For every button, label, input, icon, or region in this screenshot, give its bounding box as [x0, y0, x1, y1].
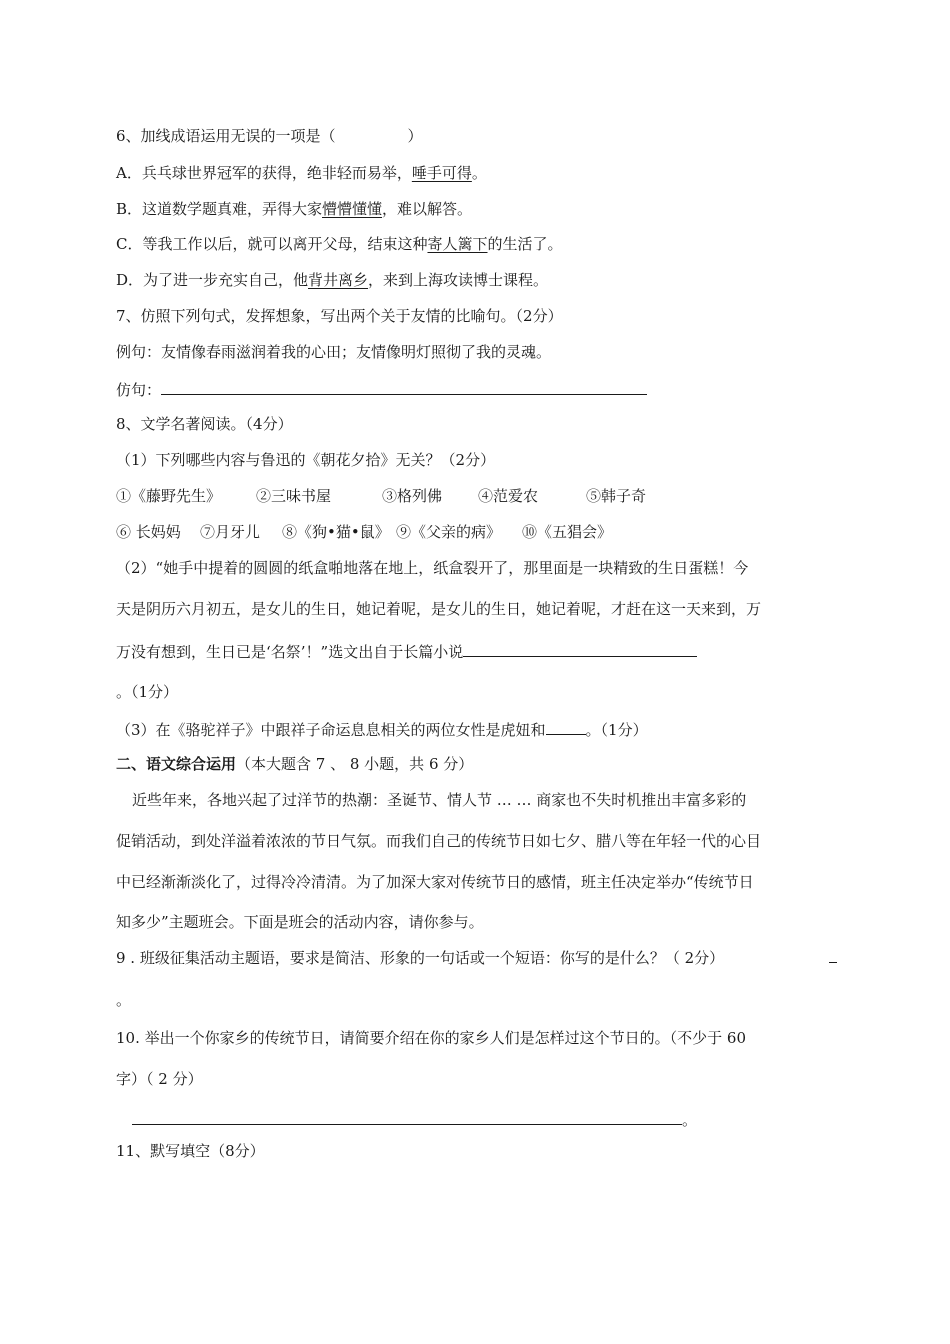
q8-option-3: ③格列佛: [382, 487, 443, 505]
q6-option-b: [116, 199, 472, 219]
q6-option-a-end: 。: [471, 164, 487, 182]
q6-option-b-end: ，难以解答。: [382, 200, 473, 218]
q7-example: 例句：友情像春雨滋润着我的心田；友情像明灯照彻了我的灵魂。: [116, 343, 552, 361]
q8-sub2-line3-text: 万没有想到，生日已是‘名祭’！”选文出自于长篇小说: [116, 643, 464, 661]
q8-option-9: ⑨《父亲的病》: [396, 523, 502, 541]
q6-option-d: [116, 270, 548, 290]
q6-option-d-idiom: 背井离乡: [308, 271, 369, 289]
q8-sub2-score: 。（1分）: [116, 683, 179, 701]
q7-imitate-label: 仿句：: [116, 381, 162, 399]
q8-sub2-line2: 天是阴历六月初五，是女儿的生日，她记着呢，是女儿的生日，她记着呢，才赶在这一天来到，万: [116, 600, 762, 618]
section2-para-line4: 知多少”主题班会。下面是班会的活动内容，请你参与。: [116, 913, 484, 931]
section2-note: （本大题含 7 、 8 小题，共 6 分）: [236, 755, 474, 773]
q6-option-a-text: A．兵乓球世界冠军的获得，绝非轻而易举，: [116, 164, 412, 182]
q10-line1: 10. 举出一个你家乡的传统节日，请简要介绍在你的家乡人们是怎样过这个节日的。（不少于 60: [116, 1029, 746, 1047]
q8-option-8: ⑧《狗•猫•鼠》: [282, 523, 390, 541]
q10-answer-line: [132, 1108, 697, 1130]
q8-options-row2: [116, 522, 612, 542]
q6-stem-text: 6、加线成语运用无误的一项是（: [116, 127, 336, 145]
q8-sub3-answer-blank[interactable]: [546, 718, 586, 735]
q8-sub3-end: 。（1分）: [585, 721, 648, 739]
q8-option-5: ⑤韩子奇: [586, 487, 647, 505]
q6-option-c-idiom: 寄人篱下: [427, 235, 488, 253]
section2-para-line2: 促销活动，到处洋溢着浓浓的节日气氛。而我们自己的传统节日如七夕、腊八等在年轻一代的心目: [116, 832, 762, 850]
q6-option-c-end: 的生活了。: [487, 235, 563, 253]
q8-stem: 8、文学名著阅读。（4分）: [116, 415, 293, 433]
q10-line2: 字）（ 2 分）: [116, 1070, 203, 1088]
q6-stem: [116, 126, 423, 146]
q8-novel-answer-blank[interactable]: [463, 640, 697, 657]
q8-option-7: ⑦月牙儿: [200, 523, 261, 541]
q8-option-2: ②三味书屋: [256, 487, 332, 505]
q6-option-a: [116, 163, 487, 183]
q10-answer-blank[interactable]: [132, 1108, 682, 1125]
q8-sub2-line3: [116, 640, 697, 662]
q6-option-d-end: ，来到上海攻读博士课程。: [368, 271, 549, 289]
q7-imitate-line: [116, 378, 647, 400]
q8-sub3: [116, 718, 648, 740]
q9-stem: 9 . 班级征集活动主题语，要求是简洁、形象的一句话或一个短语：你写的是什么？（ 2分）: [116, 949, 725, 967]
section2-title: 二、语文综合运用: [116, 755, 237, 773]
q6-option-d-text: D．为了进一步充实自己，他: [116, 271, 309, 289]
q8-option-1: ①《藤野先生》: [116, 487, 222, 505]
q6-option-c-text: C．等我工作以后，就可以离开父母，结束这种: [116, 235, 428, 253]
q6-option-b-idiom: 懵懵懂懂: [322, 200, 383, 218]
q8-sub3-text: （3）在《骆驼祥子》中跟祥子命运息息相关的两位女性是虎妞和: [116, 721, 546, 739]
q11-stem: 11、默写填空（8分）: [116, 1142, 265, 1160]
q8-sub2-line1: （2）“她手中提着的圆圆的纸盒啪地落在地上，纸盒裂开了，那里面是一块精致的生日蛋糕！今: [116, 559, 749, 577]
q9-end: 。: [116, 991, 132, 1009]
q6-option-a-idiom: 唾手可得: [411, 164, 472, 182]
q6-stem-close: ）: [407, 127, 423, 145]
section2-para-line3: 中已经渐渐淡化了，过得冷冷清清。为了加深大家对传统节日的感情，班主任决定举办“传统节日: [116, 873, 754, 891]
q7-answer-blank[interactable]: [161, 378, 647, 395]
q7-stem: 7、仿照下列句式，发挥想象，写出两个关于友情的比喻句。（2分）: [116, 307, 563, 325]
section2-para-line1: 近些年来，各地兴起了过洋节的热潮：圣诞节、情人节 … … 商家也不失时机推出丰富多彩的: [132, 791, 747, 809]
q10-end: 。: [682, 1111, 698, 1129]
q8-option-6: ⑥ 长妈妈: [116, 523, 181, 541]
q8-options-row1: [116, 486, 646, 506]
q8-option-4: ④范爱农: [478, 487, 539, 505]
q6-option-b-text: B．这道数学题真难，弄得大家: [116, 200, 323, 218]
q8-option-10: ⑩《五猖会》: [522, 523, 613, 541]
section2-heading: [116, 754, 473, 774]
q9-answer-blank[interactable]: [829, 962, 837, 963]
q8-sub1: （1）下列哪些内容与鲁迅的《朝花夕拾》无关？（2分）: [116, 451, 496, 469]
q6-option-c: [116, 234, 563, 254]
